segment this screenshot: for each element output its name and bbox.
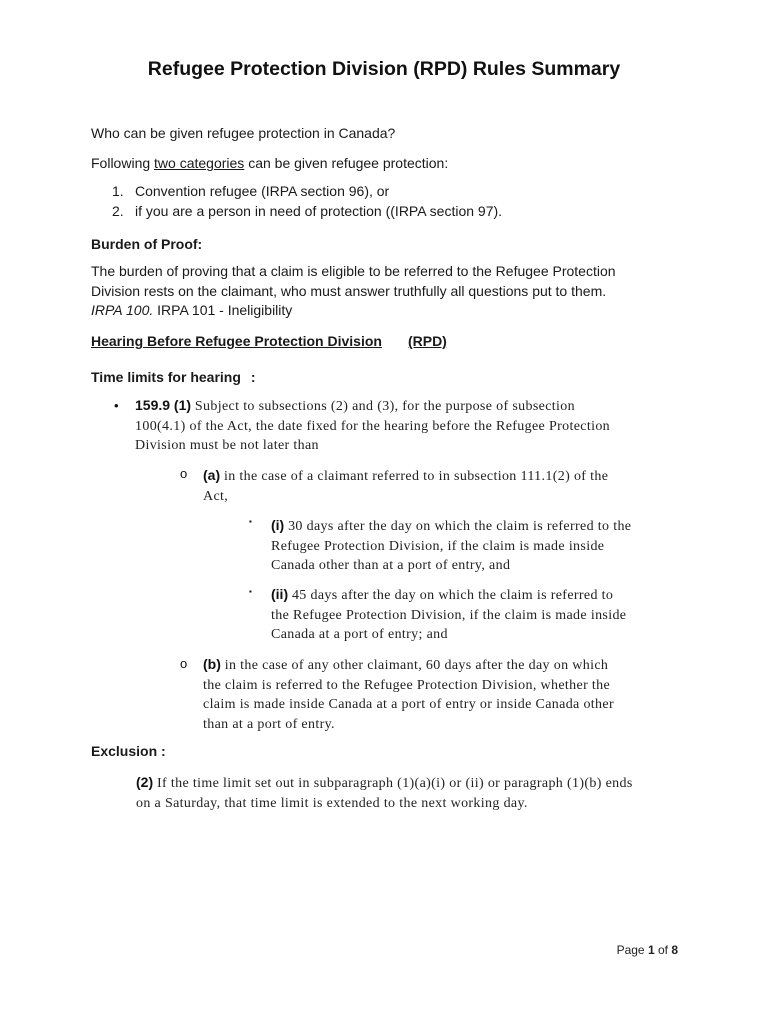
list-item-number: 1. — [112, 183, 124, 199]
page-title: Refugee Protection Division (RPD) Rules Summary — [147, 58, 621, 80]
rule-label: 159.9 (1) — [135, 397, 192, 413]
burden-line: The burden of proving that a claim is eligible to be referred to the Refugee Protection — [91, 263, 616, 279]
page-number — [617, 943, 678, 957]
exclusion-rule — [136, 773, 696, 813]
exclusion-text: If the time limit set out in subparagraph (1)(a)(i) or (ii) or paragraph (1)(b) ends — [153, 776, 633, 791]
burden-of-proof-heading: Burden of Proof: — [91, 236, 203, 252]
paragraph-text: in the case of a claimant referred to in subsection 111.1(2) of the — [220, 469, 609, 484]
rule-text: 100(4.1) of the Act, the date fixed for the hearing before the Refugee Protection — [135, 418, 611, 434]
time-limits-colon: : — [250, 369, 256, 385]
page-word: Page — [616, 943, 648, 957]
square-bullet-icon: ▪ — [249, 587, 252, 596]
hearing-heading — [91, 332, 447, 352]
paragraph-text: Act, — [203, 488, 229, 504]
subparagraph-label: (i) — [271, 517, 285, 533]
categories-intro-pre: Following — [91, 155, 155, 171]
categories-intro — [91, 154, 448, 174]
circle-bullet-icon: o — [180, 656, 188, 671]
paragraph-text: the claim is referred to the Refugee Protection Division, whether the — [203, 677, 611, 693]
subparagraph-label: (ii) — [271, 586, 289, 602]
burden-reference — [91, 301, 691, 321]
list-item-person-in-need: if you are a person in need of protection ((IRPA section 97). — [135, 203, 503, 219]
subparagraph-text: Canada other than at a port of entry, and — [271, 558, 511, 574]
burden-of-proof-text — [91, 262, 691, 321]
paragraph-text: than at a port of entry. — [203, 717, 335, 733]
bullet-icon: • — [114, 398, 119, 413]
hearing-heading-text: Hearing Before Refugee Protection Division — [91, 333, 382, 349]
subparagraph-i — [271, 516, 691, 576]
time-limits-heading-text: Time limits for hearing — [91, 369, 241, 385]
total-pages: 8 — [671, 943, 678, 957]
paragraph-label: (b) — [203, 656, 221, 672]
two-categories-text: two categories — [154, 155, 245, 171]
exclusion-text: on a Saturday, that time limit is extended to the next working day. — [136, 795, 528, 811]
subparagraph-text: Canada at a port of entry; and — [271, 627, 448, 643]
list-item-number: 2. — [112, 203, 124, 219]
exclusion-label: (2) — [136, 774, 154, 790]
rule-text: Subject to subsections (2) and (3), for the purpose of subsection — [191, 399, 575, 414]
time-limits-heading — [91, 368, 256, 388]
subparagraph-text: Refugee Protection Division, if the claim is made inside — [271, 538, 605, 554]
rule-159-9-1 — [135, 396, 695, 456]
paragraph-text: claim is made inside Canada at a port of entry or inside Canada other — [203, 697, 614, 713]
subparagraph-text: 30 days after the day on which the claim is referred to the — [284, 519, 632, 534]
list-item-convention-refugee: Convention refugee (IRPA section 96), or — [135, 183, 390, 199]
categories-intro-post: can be given refugee protection: — [244, 155, 449, 171]
of-word: of — [654, 943, 672, 957]
paragraph-b — [203, 655, 693, 735]
irpa-101-reference: IRPA 101 - Ineligibility — [153, 302, 293, 318]
paragraph-label: (a) — [203, 467, 221, 483]
circle-bullet-icon: o — [180, 466, 188, 481]
paragraph-a — [203, 466, 683, 506]
paragraph-text: in the case of any other claimant, 60 days after the day on which — [220, 658, 609, 673]
current-page: 1 — [647, 943, 655, 957]
rule-text: Division must be not later than — [135, 438, 319, 454]
irpa-100-reference: IRPA 100. — [91, 302, 154, 318]
subparagraph-ii — [271, 585, 691, 645]
subparagraph-text: the Refugee Protection Division, if the claim is made inside — [271, 607, 627, 623]
intro-question: Who can be given refugee protection in Canada? — [91, 125, 396, 141]
exclusion-heading: Exclusion : — [91, 743, 166, 759]
hearing-heading-rpd: (RPD) — [407, 333, 447, 349]
square-bullet-icon: ▪ — [249, 517, 252, 526]
subparagraph-text: 45 days after the day on which the claim is referred to — [288, 588, 614, 603]
burden-line: Division rests on the claimant, who must answer truthfully all questions put to them. — [91, 282, 607, 299]
